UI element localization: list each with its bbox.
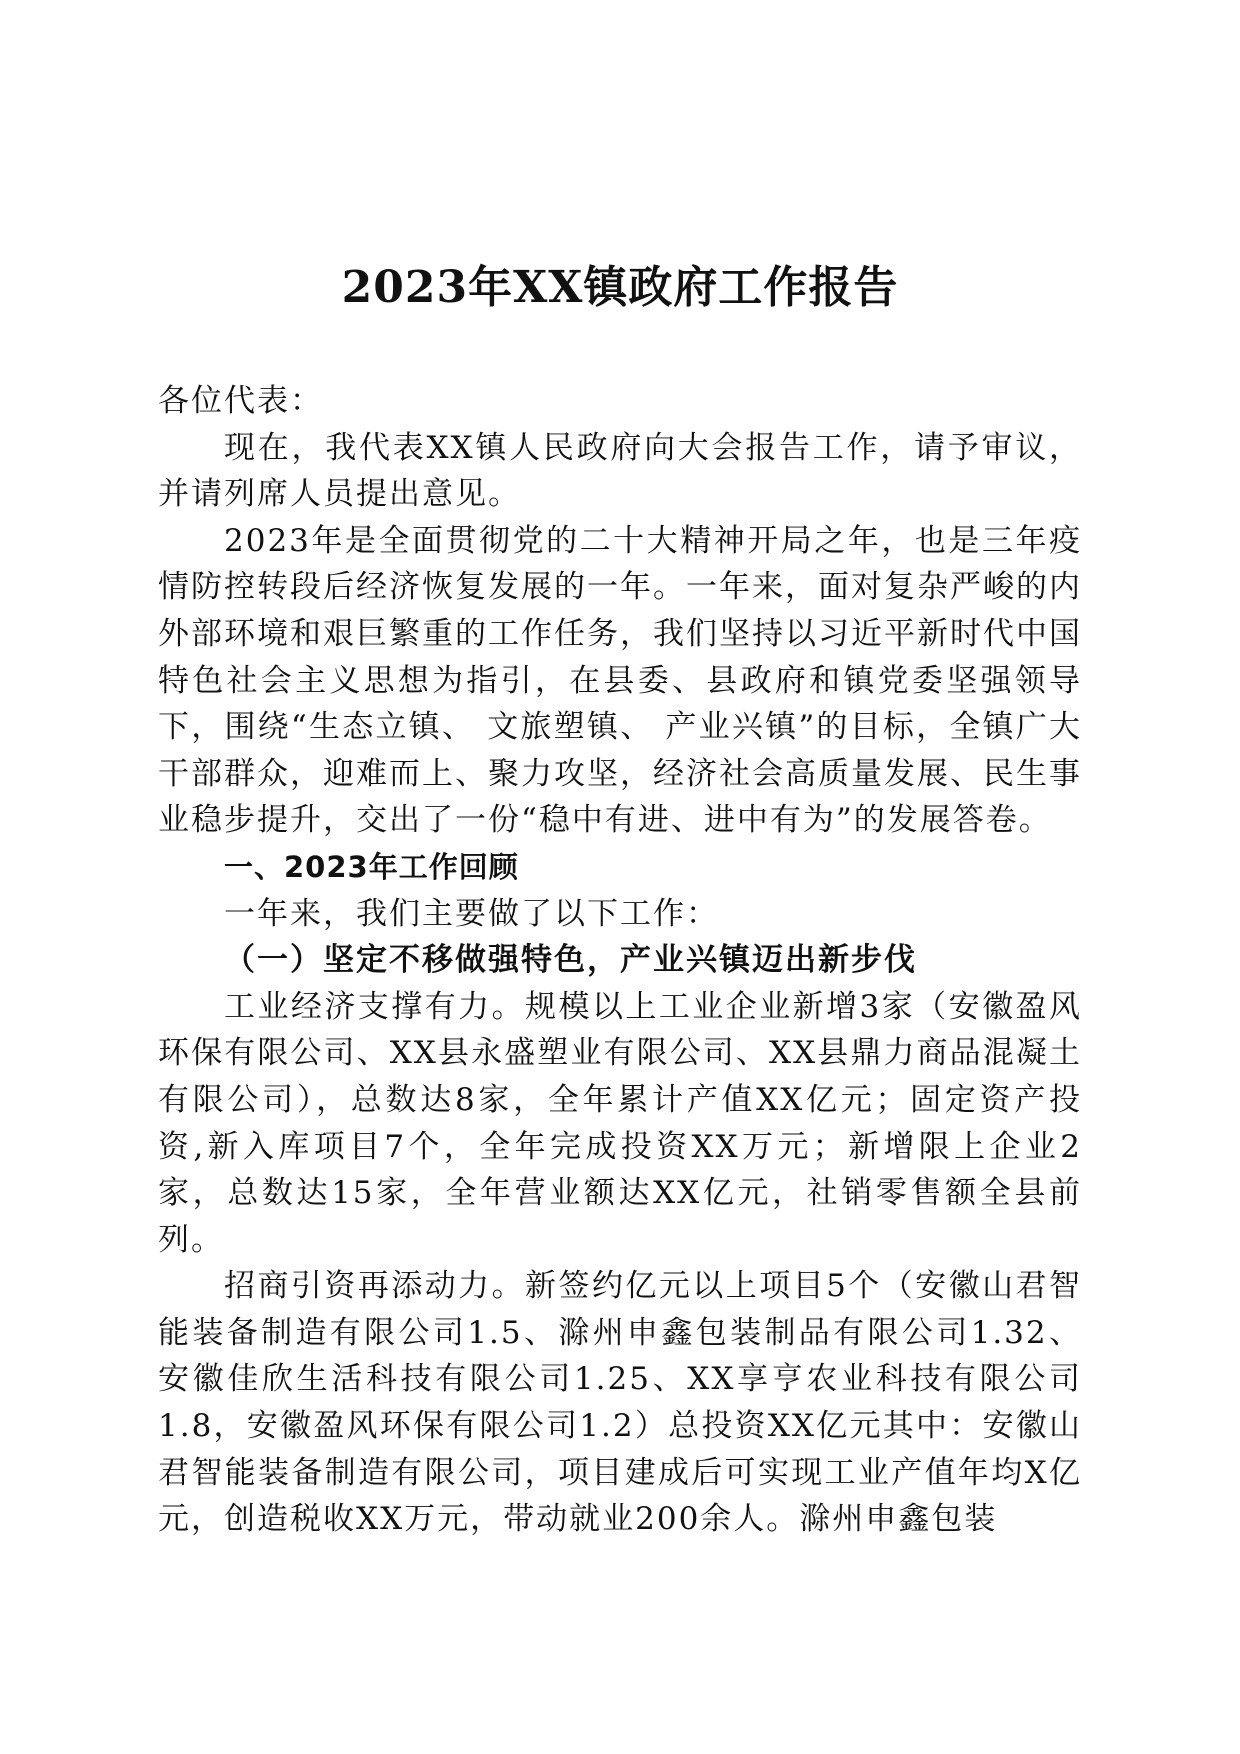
subsection-heading: （一）坚定不移做强特色，产业兴镇迈出新步伐: [224, 942, 917, 979]
paragraph-opening: 现在，我代表XX镇人民政府向大会报告工作，请予审议，并请列席人员提出意见。: [158, 429, 1082, 513]
paragraph-investment: 招商引资再添动力。新签约亿元以上项目5个（安徽山君智能装备制造有限公司1.5、滁州申鑫包装制品有限公司1.32、安徽佳欣生活科技有限公司1.25、XX享亨农业科技有限公司1.8，安徽盈风环保有限公司1.2）总投资XX亿元其中：安徽山君智能装备制造有限公司，项目建成后可实现工业产值年均X亿元，创造税收XX万元，带动就业200余人。滁州申鑫包装: [158, 1268, 1082, 1538]
section-intro: 一年来，我们主要做了以下工作：: [224, 895, 719, 932]
document-title: 2023年XX镇政府工作报告: [341, 262, 899, 313]
paragraph-industry: 工业经济支撑有力。规模以上工业企业新增3家（安徽盈风环保有限公司、XX县永盛塑业有限公司、XX县鼎力商品混凝土有限公司），总数达8家，全年累计产值XX亿元；固定资产投资,新入库项目7个，全年完成投资XX万元；新增限上企业2家，总数达15家，全年营业额达XX亿元，社销零售额全县前列。: [158, 988, 1082, 1258]
salutation: 各位代表：: [158, 383, 323, 419]
paragraph-overview: 2023年是全面贯彻党的二十大精神开局之年，也是三年疫情防控转段后经济恢复发展的一年。一年来，面对复杂严峻的内外部环境和艰巨繁重的工作任务，我们坚持以习近平新时代中国特色社会主义思想为指引，在县委、县政府和镇党委坚强领导下，围绕“生态立镇、 文旅塑镇、 产业兴镇”的目标，全镇广大干部群众，迎难而上、聚力攻坚，经济社会高质量发展、民生事业稳步提升，交出了一份“稳中有进、进中有为”的发展答卷。: [158, 522, 1082, 839]
document-page: [158, 0, 1082, 1754]
section-heading: 一、2023年工作回顾: [224, 849, 519, 884]
document-body: [158, 378, 1082, 1543]
